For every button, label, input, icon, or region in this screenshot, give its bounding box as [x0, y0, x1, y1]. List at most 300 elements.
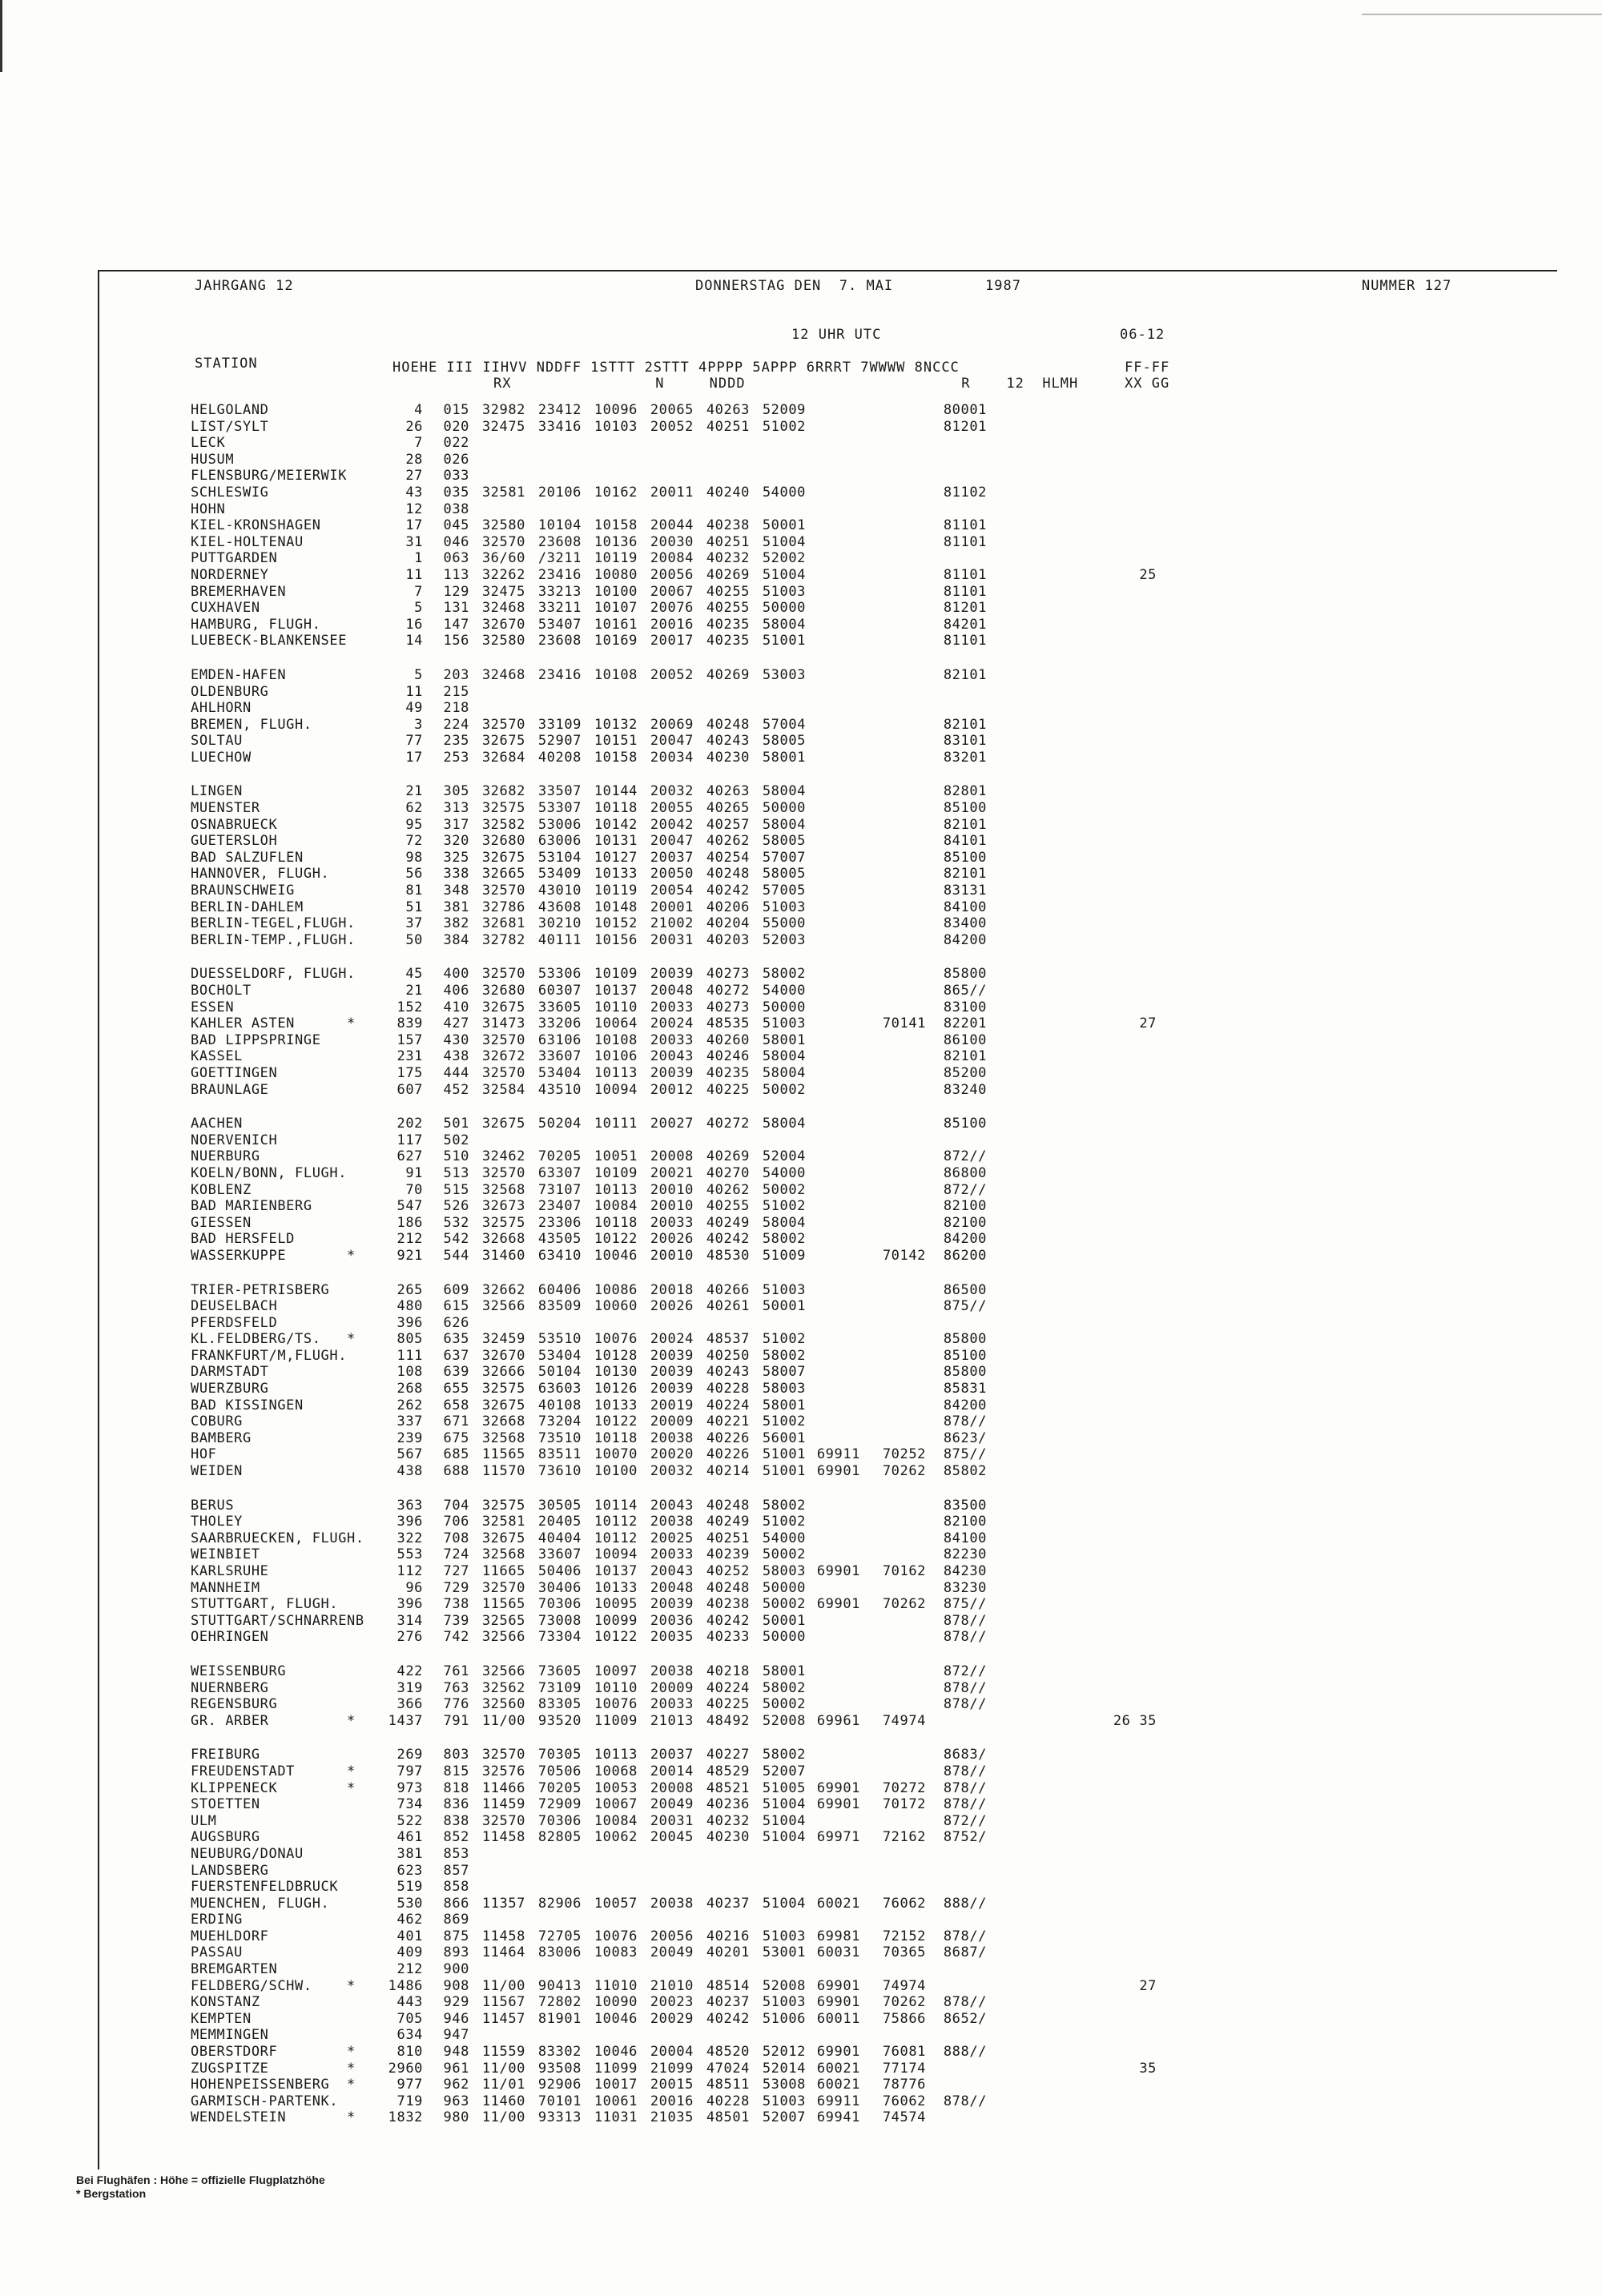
group-2sttt: 20045 [650, 1829, 694, 1846]
station-name: BAD LIPPSPRINGE [191, 1031, 321, 1048]
extra-ff-gg [987, 1116, 1157, 1132]
group-6rrrt: 69901 [816, 1463, 860, 1480]
nddff: 40111 [537, 931, 582, 948]
group-1sttt: 10130 [594, 1364, 638, 1381]
iihvv: 31473 [481, 1015, 525, 1032]
group-5appp: 53003 [762, 666, 806, 683]
group-2sttt: 20037 [650, 849, 694, 866]
group-2sttt [638, 435, 694, 452]
iihvv: 11460 [481, 2093, 525, 2109]
iihvv: 32668 [481, 1231, 525, 1248]
group-1sttt: 10119 [594, 550, 638, 567]
hoehe: 337 [396, 1413, 423, 1430]
hoehe: 319 [396, 1679, 423, 1696]
table-row [191, 435, 1157, 452]
nddff [525, 1863, 582, 1880]
extra-ff-gg [987, 1048, 1157, 1065]
station-name: HOHN [191, 501, 226, 517]
group-5appp: 58007 [762, 1364, 806, 1381]
table-row [191, 999, 1157, 1016]
group-6rrrt [806, 501, 860, 518]
iihvv: 32468 [481, 600, 525, 617]
group-8nccc: 86100 [943, 1031, 987, 1048]
extra-ff-gg [987, 402, 1157, 419]
iii: 026 [443, 451, 469, 468]
group-7wwww [860, 550, 926, 567]
iihvv: 32666 [481, 1364, 525, 1381]
nddff: 23416 [537, 666, 582, 683]
group-5appp: 58001 [762, 1031, 806, 1048]
group-8nccc: 83201 [943, 749, 987, 766]
group-2sttt: 21002 [650, 915, 694, 932]
group-1sttt: 10094 [594, 1081, 638, 1098]
group-6rrrt: 69901 [816, 2044, 860, 2061]
group-2sttt: 21010 [650, 1977, 694, 1994]
group-6rrrt [806, 435, 860, 452]
nddff: 70506 [537, 1763, 582, 1779]
station-name: OEHRINGEN [191, 1629, 269, 1646]
group-6rrrt [806, 932, 860, 949]
group-5appp [750, 1315, 806, 1332]
group-2sttt: 20050 [650, 866, 694, 883]
iii: 235 [443, 733, 469, 750]
iii: 946 [443, 2010, 469, 2027]
group-6rrrt [806, 1116, 860, 1132]
iihvv [469, 684, 525, 701]
station-name: GOETTINGEN [191, 1064, 278, 1081]
group-6rrrt: 69981 [816, 1928, 860, 1944]
station-name: KLIPPENECK * [191, 1779, 356, 1796]
iihvv: 32670 [481, 616, 525, 633]
table-row [191, 1397, 1157, 1414]
group-1sttt: 11009 [594, 1712, 638, 1729]
group-6rrrt: 60011 [816, 2010, 860, 2027]
nddff: 93508 [537, 2060, 582, 2077]
hoehe: 202 [396, 1116, 423, 1132]
group-1sttt: 10095 [594, 1596, 638, 1613]
station-name: STUTTGART, FLUGH. [191, 1596, 339, 1613]
table-row [191, 1032, 1157, 1049]
table-row [191, 2093, 1157, 2110]
group-1sttt [582, 452, 638, 468]
nddff: 33206 [537, 1015, 582, 1032]
group-5appp: 51004 [762, 533, 806, 550]
group-2sttt: 20033 [650, 1214, 694, 1231]
group-2sttt: 20010 [650, 1198, 694, 1215]
table-row [191, 617, 1157, 633]
group-2sttt: 20037 [650, 1747, 694, 1763]
group-2sttt: 20012 [650, 1081, 694, 1098]
group-7wwww [860, 1348, 926, 1365]
group-4pppp: 40226 [706, 1446, 750, 1463]
group-4pppp: 40242 [706, 1612, 750, 1629]
nddff: 82805 [537, 1829, 582, 1846]
hoehe: 21 [405, 983, 423, 999]
station-name: KOELN/BONN, FLUGH. [191, 1164, 348, 1181]
iii: 980 [443, 2109, 469, 2126]
extra-ff-gg [987, 1846, 1157, 1863]
iihvv [469, 1315, 525, 1332]
nddff [525, 700, 582, 717]
group-5appp: 58004 [762, 616, 806, 633]
group-8nccc: 84100 [943, 899, 987, 915]
group-7wwww [860, 1546, 926, 1563]
extra-ff-gg [987, 932, 1157, 949]
nddff: 73109 [537, 1679, 582, 1696]
group-1sttt: 10067 [594, 1796, 638, 1813]
hoehe: 634 [396, 2027, 423, 2044]
group-2sttt: 20008 [650, 1148, 694, 1165]
report-date: DONNERSTAG DEN 7. MAI [695, 278, 894, 294]
group-8nccc: 875// [943, 1298, 987, 1315]
iihvv: 32565 [481, 1612, 525, 1629]
group-2sttt: 20023 [650, 1994, 694, 2011]
iihvv: 32459 [481, 1331, 525, 1348]
table-row [191, 1629, 1157, 1646]
group-4pppp: 40232 [706, 1812, 750, 1829]
station-name: OLDENBURG [191, 683, 269, 700]
extra-ff-gg [987, 501, 1157, 518]
group-7wwww [860, 1198, 926, 1215]
group-2sttt: 20020 [650, 1446, 694, 1463]
group-8nccc [926, 468, 987, 485]
iii: 063 [443, 550, 469, 567]
group-6rrrt [806, 733, 860, 750]
table-row [191, 883, 1157, 899]
group-7wwww [860, 999, 926, 1016]
group-4pppp: 40257 [706, 816, 750, 833]
iihvv: 11567 [481, 1994, 525, 2011]
group-5appp: 51006 [762, 2010, 806, 2027]
iii: 038 [443, 501, 469, 517]
extra-ff-gg: 25 [1139, 566, 1157, 583]
group-2sttt [638, 1846, 694, 1863]
nddff: 33109 [537, 716, 582, 733]
group-6rrrt [806, 1298, 860, 1315]
group-5appp: 58002 [762, 1679, 806, 1696]
iihvv [469, 1879, 525, 1896]
extra-ff-gg [987, 1580, 1157, 1597]
group-4pppp [694, 501, 750, 518]
group-6rrrt: 69941 [816, 2109, 860, 2126]
iihvv: 32570 [481, 1064, 525, 1081]
group-4pppp: 40263 [706, 402, 750, 418]
group-6rrrt: 69971 [816, 1829, 860, 1846]
station-name: HUSUM [191, 451, 235, 468]
iii: 033 [443, 468, 469, 485]
station-name: WENDELSTEIN * [191, 2109, 356, 2126]
hoehe: 381 [396, 1845, 423, 1862]
nddff: 53306 [537, 966, 582, 983]
group-8nccc: 86800 [943, 1164, 987, 1181]
group-5appp: 51003 [762, 1281, 806, 1298]
group-1sttt [582, 1132, 638, 1149]
group-4pppp: 40235 [706, 633, 750, 649]
group-8nccc [926, 1863, 987, 1880]
nddff: 52907 [537, 733, 582, 750]
group-6rrrt [806, 999, 860, 1016]
hoehe: 269 [396, 1747, 423, 1763]
group-2sttt: 20029 [650, 2010, 694, 2027]
iii: 113 [443, 566, 469, 583]
group-6rrrt [806, 1182, 860, 1199]
group-7wwww [860, 633, 926, 649]
station-name: SCHLESWIG [191, 484, 269, 501]
group-4pppp: 40254 [706, 849, 750, 866]
hoehe: 26 [405, 418, 423, 435]
table-row [191, 1912, 1157, 1928]
group-4pppp: 40242 [706, 1231, 750, 1248]
station-name: DARMSTADT [191, 1364, 269, 1381]
station-name: LANDSBERG [191, 1862, 269, 1879]
group-2sttt: 20036 [650, 1612, 694, 1629]
group-8nccc: 84200 [943, 1231, 987, 1248]
group-4pppp: 40248 [706, 1579, 750, 1596]
group-7wwww [860, 1530, 926, 1547]
group-8nccc: 888// [943, 2044, 987, 2061]
table-row [191, 733, 1157, 750]
group-6rrrt [806, 1763, 860, 1780]
iii: 637 [443, 1347, 469, 1364]
iihvv: 32670 [481, 1347, 525, 1364]
group-1sttt [582, 1912, 638, 1928]
iii: 544 [443, 1247, 469, 1264]
table-row [191, 485, 1157, 501]
group-1sttt [582, 1846, 638, 1863]
extra-ff-gg [987, 866, 1157, 883]
group-8nccc: 872// [943, 1663, 987, 1679]
group-4pppp: 40224 [706, 1679, 750, 1696]
group-7wwww [860, 883, 926, 899]
group-2sttt [638, 700, 694, 717]
hoehe: 805 [396, 1331, 423, 1348]
table-row [191, 501, 1157, 518]
group-8nccc: 81101 [943, 583, 987, 600]
group-1sttt: 10097 [594, 1663, 638, 1679]
group-6rrrt [806, 800, 860, 817]
extra-ff-gg [987, 700, 1157, 717]
table-row [191, 2011, 1157, 2028]
group-5appp [750, 435, 806, 452]
table-row [191, 1747, 1157, 1763]
hoehe: 462 [396, 1912, 423, 1928]
group-4pppp: 40225 [706, 1696, 750, 1713]
extra-ff-gg [987, 1397, 1157, 1414]
table-row [191, 1348, 1157, 1365]
group-1sttt [582, 2027, 638, 2044]
hoehe: 5 [414, 666, 423, 683]
group-1sttt: 10051 [594, 1148, 638, 1165]
group-4pppp: 40228 [706, 2093, 750, 2109]
group-2sttt: 20054 [650, 883, 694, 899]
group-7wwww [860, 1846, 926, 1863]
table-row [191, 1048, 1157, 1065]
iihvv: 32662 [481, 1281, 525, 1298]
iii: 836 [443, 1796, 469, 1813]
group-5appp: 51003 [762, 899, 806, 915]
table-row [191, 1315, 1157, 1332]
group-1sttt: 10084 [594, 1198, 638, 1215]
hoehe: 45 [405, 966, 423, 983]
extra-ff-gg [987, 1596, 1157, 1613]
group-4pppp: 40262 [706, 833, 750, 850]
scan-top-line [1362, 14, 1602, 15]
group-4pppp: 40270 [706, 1164, 750, 1181]
hoehe: 839 [396, 1015, 423, 1032]
group-4pppp [694, 1315, 750, 1332]
group-6rrrt [806, 915, 860, 932]
group-6rrrt [806, 600, 860, 617]
extra-ff-gg: 26 35 [1113, 1712, 1157, 1729]
group-4pppp: 40251 [706, 1530, 750, 1546]
group-4pppp: 40228 [706, 1381, 750, 1397]
extra-ff-gg [987, 999, 1157, 1016]
station-name: BAD SALZUFLEN [191, 849, 304, 866]
group-7wwww: 76062 [882, 2093, 926, 2109]
group-4pppp: 40237 [706, 1895, 750, 1912]
table-row [191, 468, 1157, 485]
hoehe: 56 [405, 866, 423, 883]
hoehe: 607 [396, 1081, 423, 1098]
group-2sttt: 20016 [650, 2093, 694, 2109]
group-4pppp: 48537 [706, 1331, 750, 1348]
iii: 338 [443, 866, 469, 883]
group-4pppp: 40269 [706, 566, 750, 583]
group-8nccc: 81201 [943, 600, 987, 617]
group-1sttt: 10133 [594, 1397, 638, 1413]
iii: 963 [443, 2093, 469, 2109]
table-row [191, 932, 1157, 949]
station-table [191, 402, 1157, 2144]
group-6rrrt [806, 617, 860, 633]
group-1sttt [582, 1315, 638, 1332]
group-6rrrt: 60021 [816, 2077, 860, 2093]
group-8nccc [926, 1912, 987, 1928]
extra-ff-gg [987, 1430, 1157, 1447]
group-8nccc [926, 1846, 987, 1863]
iii: 020 [443, 418, 469, 435]
group-4pppp: 40269 [706, 666, 750, 683]
group-5appp: 58002 [762, 966, 806, 983]
iii: 129 [443, 583, 469, 600]
group-1sttt: 10142 [594, 816, 638, 833]
table-row [191, 833, 1157, 850]
group-7wwww [860, 435, 926, 452]
group-5appp: 50000 [762, 999, 806, 1015]
group-2sttt: 20010 [650, 1181, 694, 1198]
group-7wwww: 74974 [882, 1712, 926, 1729]
group-4pppp: 48514 [706, 1977, 750, 1994]
table-row [191, 1132, 1157, 1149]
group-4pppp: 48521 [706, 1779, 750, 1796]
iii: 858 [443, 1879, 469, 1896]
station-name: TRIER-PETRISBERG [191, 1281, 330, 1298]
group-5appp: 52009 [762, 402, 806, 418]
group-5appp [750, 1846, 806, 1863]
nddff [525, 1315, 582, 1332]
hoehe: 157 [396, 1031, 423, 1048]
nddff: 73204 [537, 1413, 582, 1430]
station-name: SAARBRUECKEN, FLUGH. [191, 1530, 364, 1546]
nddff: 72705 [537, 1928, 582, 1944]
group-7wwww [860, 899, 926, 916]
station-name: DEUSELBACH [191, 1298, 278, 1315]
iii: 532 [443, 1214, 469, 1231]
group-1sttt: 10068 [594, 1763, 638, 1779]
group-6rrrt [806, 1132, 860, 1149]
extra-ff-gg [987, 435, 1157, 452]
group-7wwww [860, 517, 926, 534]
group-2sttt: 20039 [650, 1596, 694, 1613]
group-1sttt: 10076 [594, 1696, 638, 1713]
group-1sttt: 10070 [594, 1446, 638, 1463]
group-2sttt: 20017 [650, 633, 694, 649]
nddff: 40108 [537, 1397, 582, 1413]
extra-ff-gg [987, 1082, 1157, 1099]
nddff: 70101 [537, 2093, 582, 2109]
nddff: 60406 [537, 1281, 582, 1298]
nddff: 40404 [537, 1530, 582, 1546]
hoehe: 17 [405, 517, 423, 534]
group-1sttt: 10131 [594, 833, 638, 850]
group-5appp [750, 452, 806, 468]
nddff: 83305 [537, 1696, 582, 1713]
extra-range: 06-12 [1120, 327, 1165, 343]
nddff [525, 1879, 582, 1896]
nddff: 53407 [537, 616, 582, 633]
group-8nccc: 85800 [943, 1364, 987, 1381]
group-1sttt: 10053 [594, 1779, 638, 1796]
iihvv: 32262 [481, 566, 525, 583]
group-5appp: 58001 [762, 749, 806, 766]
group-1sttt: 10137 [594, 1563, 638, 1579]
group-7wwww [860, 600, 926, 617]
group-6rrrt [806, 1331, 860, 1348]
group-2sttt: 20033 [650, 999, 694, 1015]
iihvv: 32568 [481, 1429, 525, 1446]
group-1sttt: 10106 [594, 1048, 638, 1065]
group-8nccc [926, 1713, 987, 1730]
hoehe: 977 [396, 2077, 423, 2093]
group-7wwww: 70272 [882, 1779, 926, 1796]
group-5appp: 54000 [762, 983, 806, 999]
group-5appp: 58004 [762, 1214, 806, 1231]
group-1sttt: 10119 [594, 883, 638, 899]
nddff: 81901 [537, 2010, 582, 2027]
group-8nccc [926, 2027, 987, 2044]
extra-ff-gg [987, 2109, 1157, 2126]
nddff [525, 2027, 582, 2044]
group-5appp: 52003 [762, 931, 806, 948]
station-name: WEINBIET [191, 1546, 260, 1563]
extra-ff-gg [987, 1796, 1157, 1813]
table-row [191, 700, 1157, 717]
extra-ff-gg [987, 1530, 1157, 1547]
iii: 253 [443, 749, 469, 766]
group-7wwww: 70262 [882, 1994, 926, 2011]
table-row [191, 684, 1157, 701]
iii: 803 [443, 1747, 469, 1763]
group-8nccc: 878// [943, 1763, 987, 1779]
station-name: ERDING [191, 1912, 244, 1928]
group-2sttt: 20069 [650, 716, 694, 733]
group-6rrrt [806, 1813, 860, 1830]
group-6rrrt [806, 1514, 860, 1530]
table-row [191, 899, 1157, 916]
group-4pppp: 48501 [706, 2109, 750, 2126]
group-2sttt: 20027 [650, 1116, 694, 1132]
extra-ff-gg [987, 584, 1157, 601]
